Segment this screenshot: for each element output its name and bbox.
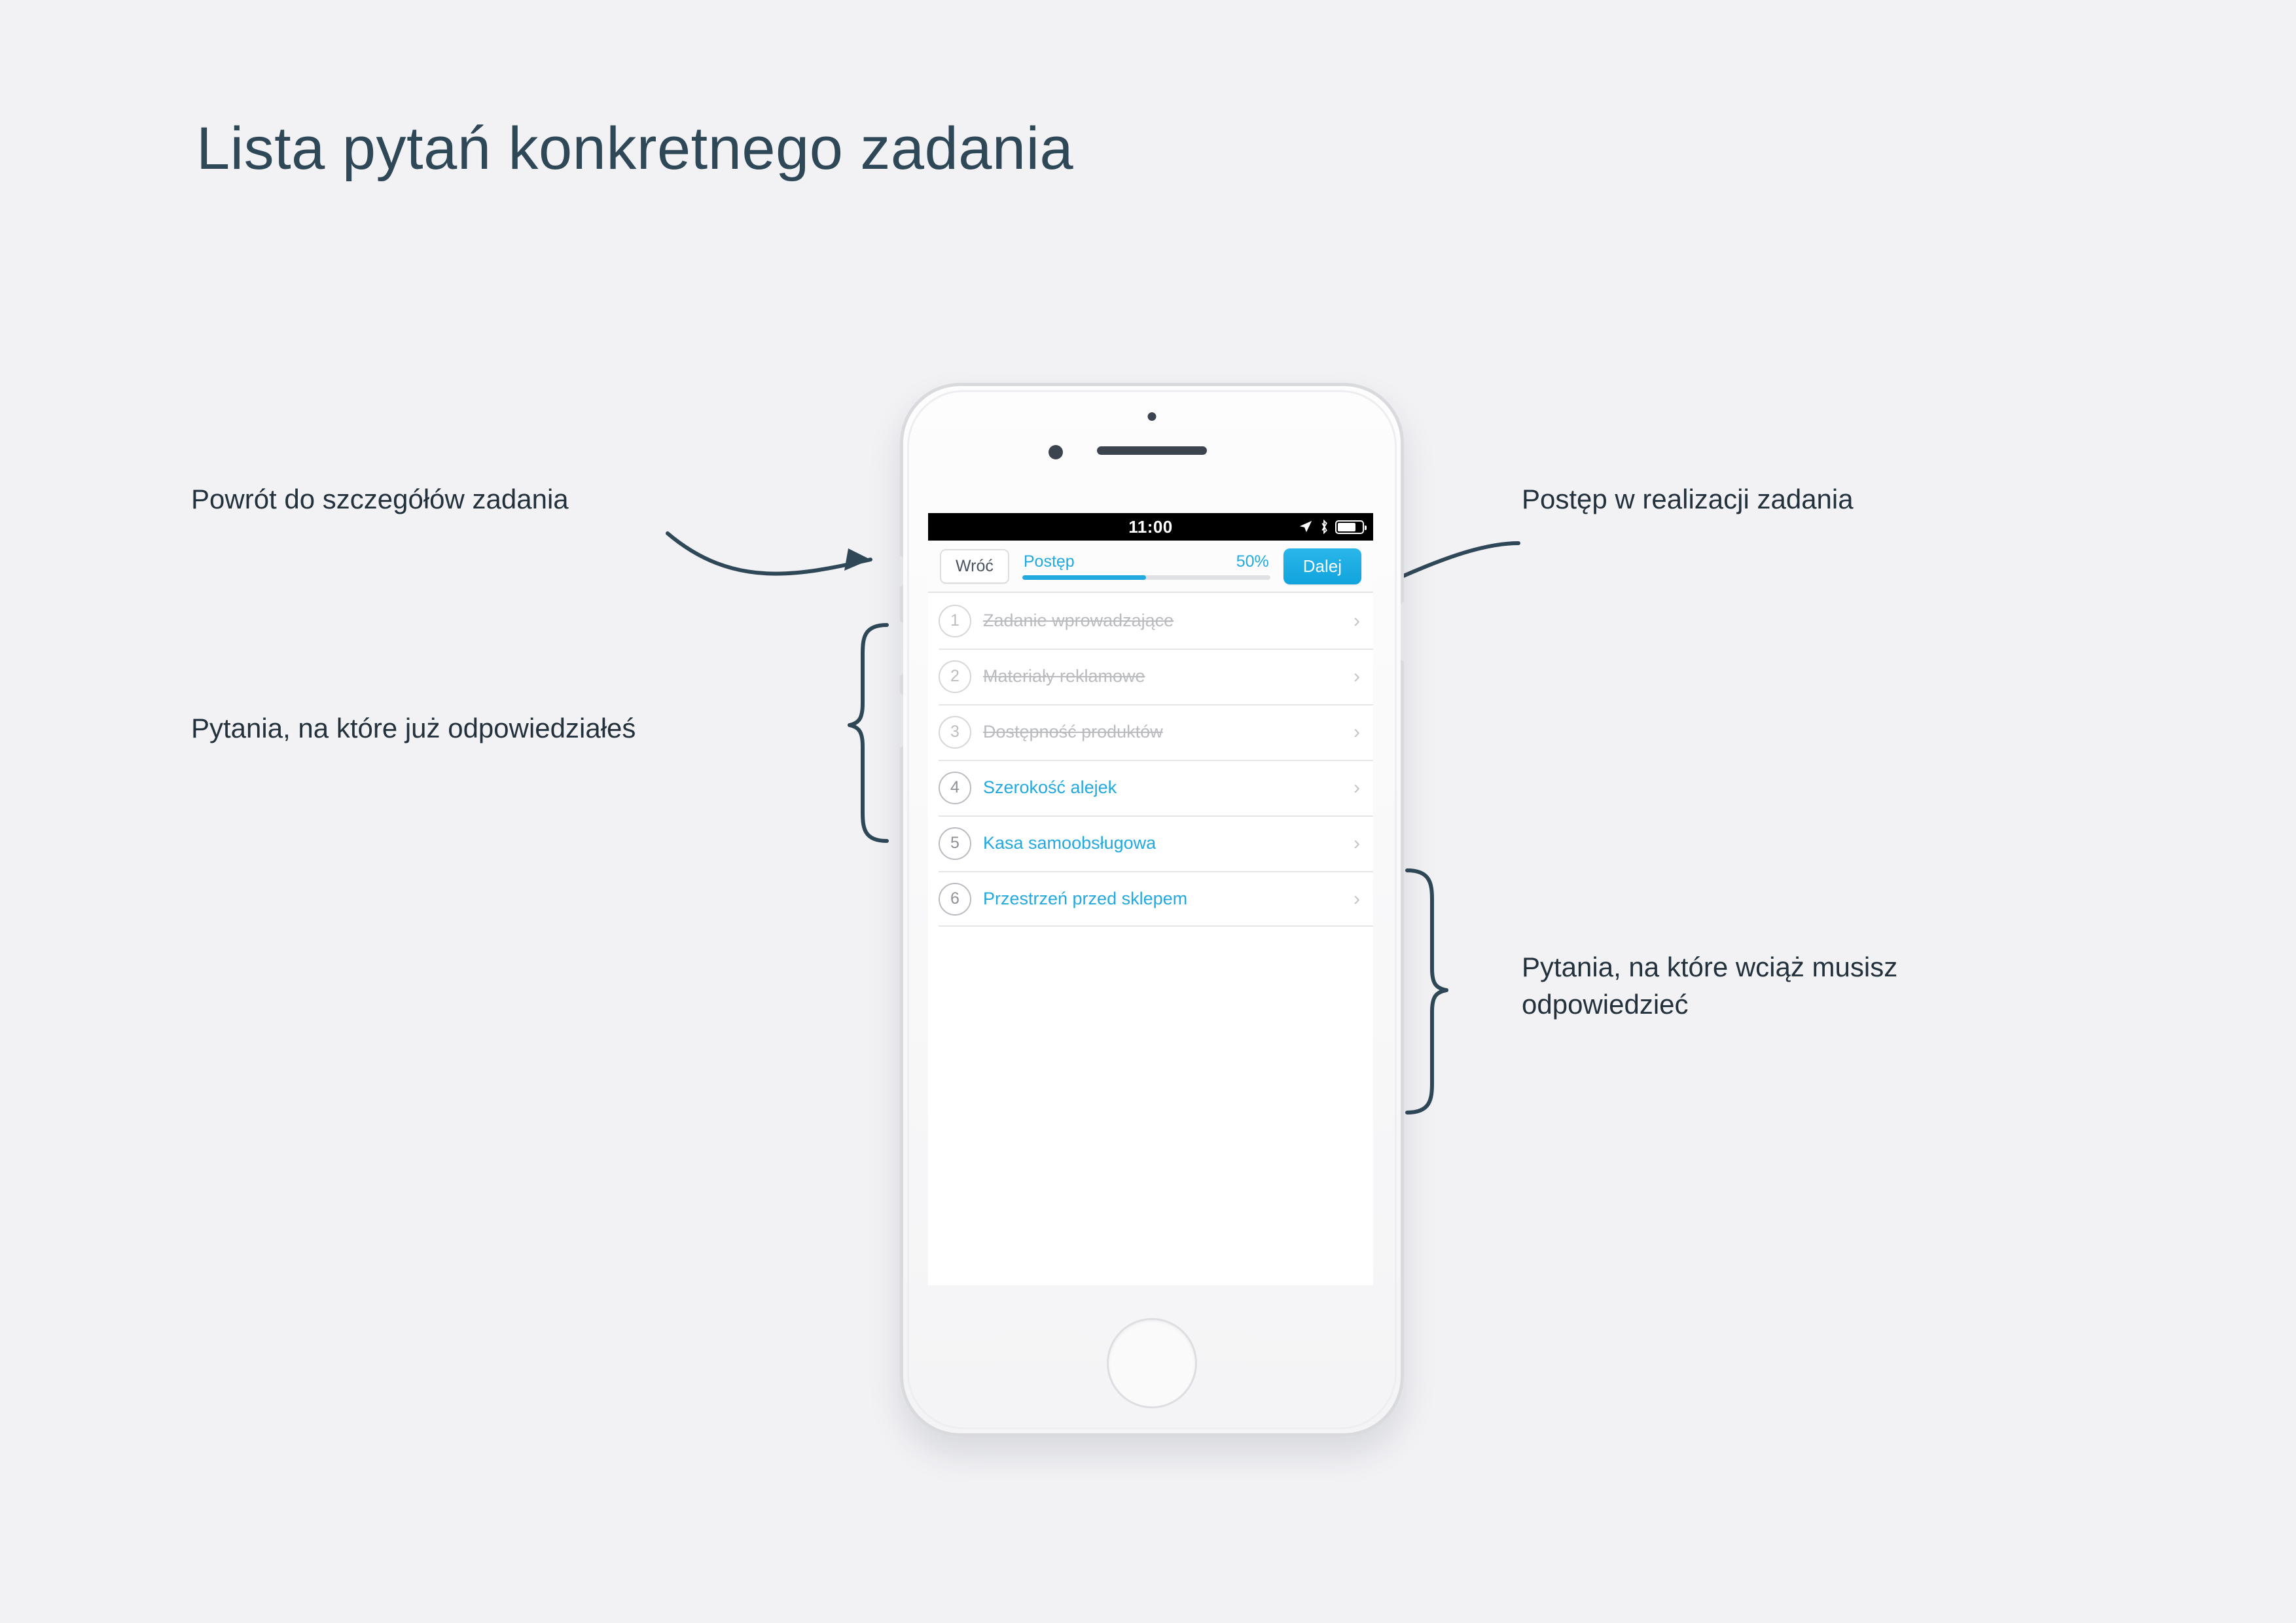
status-bar [928, 513, 1373, 541]
volume-down-button[interactable] [898, 694, 903, 747]
volume-up-button[interactable] [898, 622, 903, 675]
battery-icon [1335, 520, 1364, 534]
status-time: 11:00 [1128, 516, 1173, 537]
annotation-answered-label: Pytania, na które już odpowiedziałeś [191, 713, 636, 743]
chevron-right-icon: › [1354, 832, 1360, 854]
power-button[interactable] [1401, 602, 1406, 661]
question-number: 2 [939, 660, 971, 693]
chevron-right-icon: › [1354, 609, 1360, 632]
progress-fill [1022, 575, 1146, 580]
phone-screen [928, 513, 1373, 1285]
question-label: Szerokość alejek [983, 777, 1117, 797]
bluetooth-icon [1319, 520, 1329, 534]
question-row[interactable] [928, 760, 1373, 815]
back-button[interactable]: Wróć [940, 549, 1009, 584]
earpiece-speaker-icon [1097, 446, 1207, 455]
proximity-sensor-icon [1148, 412, 1157, 421]
status-icons [1299, 513, 1364, 541]
question-number: 4 [939, 772, 971, 804]
progress-labels [1022, 552, 1270, 571]
home-button[interactable] [1107, 1318, 1197, 1408]
annotation-progress-label: Postęp w realizacji zadania [1522, 484, 1854, 514]
progress-track [1022, 575, 1270, 580]
arrow-back-icon [668, 533, 870, 574]
phone-mockup [900, 383, 1404, 1436]
question-label: Dostępność produktów [983, 722, 1163, 741]
progress-indicator [1022, 552, 1270, 580]
question-label: Kasa samoobsługowa [983, 833, 1157, 853]
progress-value: 50% [1236, 552, 1269, 571]
app-nav-bar [928, 541, 1373, 593]
battery-fill [1338, 523, 1355, 531]
silent-switch[interactable] [898, 556, 903, 586]
question-number: 3 [939, 716, 971, 749]
question-row[interactable] [928, 815, 1373, 871]
question-label: Materiały reklamowe [983, 666, 1145, 686]
question-row[interactable] [928, 649, 1373, 704]
question-number: 5 [939, 827, 971, 860]
question-label: Przestrzeń przed sklepem [983, 889, 1188, 908]
next-button[interactable]: Dalej [1283, 548, 1361, 584]
page-title: Lista pytań konkretnego zadania [196, 115, 1074, 182]
question-number: 1 [939, 605, 971, 637]
front-camera-icon [1049, 445, 1063, 459]
question-number: 6 [939, 883, 971, 916]
question-row[interactable] [928, 704, 1373, 760]
annotation-remaining-label: Pytania, na które wciąż musisz odpowiedzieć [1522, 952, 1898, 1020]
brace-answered-icon [850, 625, 887, 841]
question-row[interactable] [928, 593, 1373, 649]
chevron-right-icon: › [1354, 721, 1360, 743]
question-list [928, 593, 1373, 927]
question-row[interactable] [928, 871, 1373, 927]
question-label: Zadanie wprowadzające [983, 611, 1174, 630]
progress-label: Postęp [1023, 552, 1075, 571]
chevron-right-icon: › [1354, 665, 1360, 687]
location-arrow-icon [1299, 520, 1313, 534]
annotation-back-label: Powrót do szczegółów zadania [191, 484, 569, 514]
brace-remaining-icon [1407, 870, 1446, 1113]
chevron-right-icon: › [1354, 887, 1360, 910]
chevron-right-icon: › [1354, 776, 1360, 798]
